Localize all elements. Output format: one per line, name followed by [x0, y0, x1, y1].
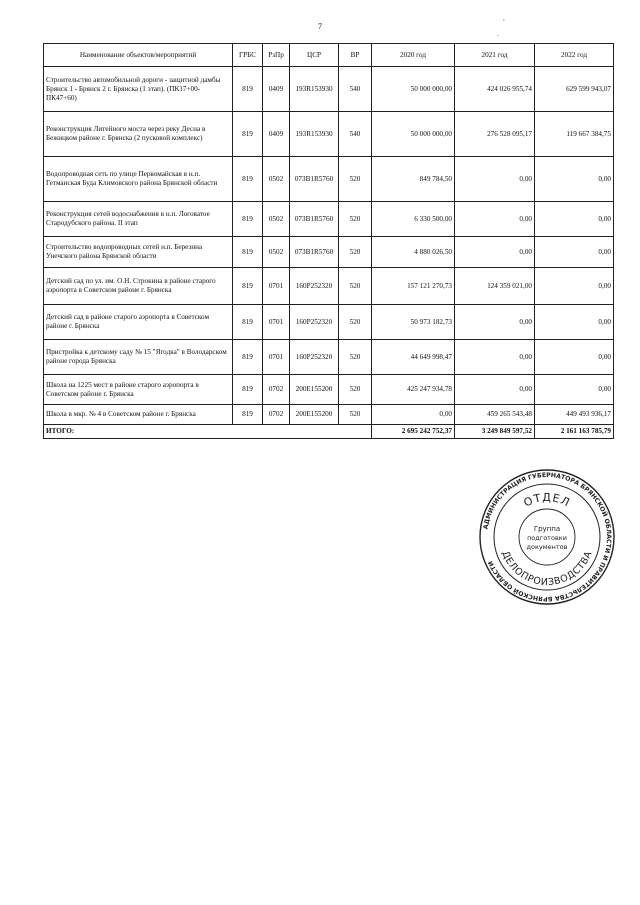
total-2022: 2 161 163 785,79 — [535, 425, 614, 439]
cell-rzpr: 0701 — [263, 305, 290, 340]
header-2021: 2021 год — [455, 44, 535, 67]
scan-mark: , — [503, 14, 505, 22]
table-row — [44, 405, 614, 425]
header-grbs: ГРБС — [233, 44, 263, 67]
cell-2020: 849 784,50 — [372, 157, 455, 202]
cell-2020: 50 973 182,73 — [372, 305, 455, 340]
cell-2022: 119 667 384,75 — [535, 112, 614, 157]
cell-csr: 160Р252320 — [290, 268, 339, 305]
cell-csr: 160Р252320 — [290, 305, 339, 340]
stamp-bottom-word: ДЕЛОПРОИЗВОДСТВА — [499, 549, 595, 589]
cell-grbs: 819 — [233, 112, 263, 157]
table-row — [44, 305, 614, 340]
cell-rzpr: 0702 — [263, 405, 290, 425]
cell-2022: 0,00 — [535, 157, 614, 202]
table-header-row — [44, 44, 614, 67]
cell-vr: 520 — [339, 340, 372, 375]
stamp-center-line: Группа — [533, 525, 561, 533]
cell-grbs: 819 — [233, 67, 263, 112]
cell-grbs: 819 — [233, 305, 263, 340]
cell-vr: 520 — [339, 375, 372, 405]
stamp-center-line: подготовки — [527, 534, 567, 542]
cell-vr: 520 — [339, 157, 372, 202]
table-row — [44, 67, 614, 112]
header-2020: 2020 год — [372, 44, 455, 67]
header-rzpr: РзПр — [263, 44, 290, 67]
cell-2022: 0,00 — [535, 268, 614, 305]
cell-rzpr: 0409 — [263, 67, 290, 112]
cell-2021: 0,00 — [455, 375, 535, 405]
stamp-center-line: документов — [526, 543, 568, 551]
header-vr: ВР — [339, 44, 372, 67]
cell-2022: 0,00 — [535, 202, 614, 237]
cell-vr: 520 — [339, 237, 372, 268]
cell-name: Пристройка к детскому саду № 15 "Ягодка" в Володарском районе города Брянска — [44, 340, 233, 375]
cell-rzpr: 0502 — [263, 157, 290, 202]
cell-2022: 0,00 — [535, 305, 614, 340]
cell-name: Школа в мкр. № 4 в Советском районе г. Брянска — [44, 405, 233, 425]
cell-2021: 0,00 — [455, 237, 535, 268]
cell-csr: 200Е155200 — [290, 405, 339, 425]
cell-2020: 4 880 026,50 — [372, 237, 455, 268]
cell-name: Школа на 1225 мест в районе старого аэропорта в Советском районе г. Брянска — [44, 375, 233, 405]
table-row — [44, 112, 614, 157]
cell-2021: 0,00 — [455, 157, 535, 202]
cell-2021: 459 265 543,48 — [455, 405, 535, 425]
cell-2020: 425 247 934,78 — [372, 375, 455, 405]
table-row — [44, 157, 614, 202]
cell-rzpr: 0701 — [263, 340, 290, 375]
cell-2021: 276 528 095,17 — [455, 112, 535, 157]
cell-2020: 50 000 000,00 — [372, 112, 455, 157]
cell-2021: 0,00 — [455, 340, 535, 375]
cell-csr: 193R153930 — [290, 112, 339, 157]
cell-grbs: 819 — [233, 268, 263, 305]
cell-grbs: 819 — [233, 375, 263, 405]
cell-grbs: 819 — [233, 202, 263, 237]
cell-2020: 50 000 000,00 — [372, 67, 455, 112]
cell-csr: 073В1R5760 — [290, 157, 339, 202]
cell-2022: 0,00 — [535, 375, 614, 405]
cell-vr: 540 — [339, 67, 372, 112]
cell-rzpr: 0702 — [263, 375, 290, 405]
cell-name: Водопроводная сеть по улице Первомайская в н.п. Гетманская Буда Климовского района Брянской области — [44, 157, 233, 202]
cell-2020: 44 649 998,47 — [372, 340, 455, 375]
page-number: 7 — [318, 22, 322, 31]
cell-name: Реконструкция сетей водоснабжения в н.п. Логоватое Стародубского района. II этап — [44, 202, 233, 237]
cell-grbs: 819 — [233, 237, 263, 268]
table-row — [44, 237, 614, 268]
cell-grbs: 819 — [233, 405, 263, 425]
cell-2021: 0,00 — [455, 202, 535, 237]
header-csr: ЦСР — [290, 44, 339, 67]
cell-csr: 193R153930 — [290, 67, 339, 112]
cell-csr: 160Р252320 — [290, 340, 339, 375]
table-row — [44, 202, 614, 237]
cell-rzpr: 0502 — [263, 237, 290, 268]
cell-name: Строительство водопроводных сетей н.п. Березина Унечского района Брянской области — [44, 237, 233, 268]
total-2021: 3 249 849 597,52 — [455, 425, 535, 439]
cell-name: Реконструкция Литейного моста через реку Десна в Бежицком районе г. Брянска (2 пусковой комплекс) — [44, 112, 233, 157]
cell-name: Детский сад в районе старого аэропорта в Советском районе г. Брянска — [44, 305, 233, 340]
cell-2021: 0,00 — [455, 305, 535, 340]
cell-2020: 157 121 270,73 — [372, 268, 455, 305]
budget-table — [43, 43, 614, 439]
cell-csr: 073В1R5760 — [290, 237, 339, 268]
cell-rzpr: 0701 — [263, 268, 290, 305]
cell-2020: 0,00 — [372, 405, 455, 425]
cell-2021: 124 359 021,00 — [455, 268, 535, 305]
cell-csr: 200Е155200 — [290, 375, 339, 405]
cell-2022: 0,00 — [535, 237, 614, 268]
header-name: Наименование объектов/мероприятий — [44, 44, 233, 67]
total-row — [44, 425, 614, 439]
cell-vr: 520 — [339, 405, 372, 425]
cell-2022: 0,00 — [535, 340, 614, 375]
cell-rzpr: 0409 — [263, 112, 290, 157]
table-row — [44, 340, 614, 375]
table-row — [44, 268, 614, 305]
scan-mark: . — [497, 30, 499, 38]
table-row — [44, 375, 614, 405]
stamp-top-word: ОТДЕЛ — [521, 490, 573, 510]
cell-vr: 520 — [339, 202, 372, 237]
cell-2022: 449 493 936,17 — [535, 405, 614, 425]
official-stamp — [478, 468, 616, 606]
cell-name: Строительство автомобильной дороги - защитной дамбы Брянск 1 - Брянск 2 г. Брянска (1 этап). (ПК17+00-ПК47+60) — [44, 67, 233, 112]
cell-2020: 6 330 500,00 — [372, 202, 455, 237]
cell-vr: 520 — [339, 305, 372, 340]
total-label: ИТОГО: — [44, 425, 372, 439]
total-2020: 2 695 242 752,37 — [372, 425, 455, 439]
cell-rzpr: 0502 — [263, 202, 290, 237]
stamp-outer-text: АДМИНИСТРАЦИЯ ГУБЕРНАТОРА БРЯНСКОЙ ОБЛАСТИ И ПРАВИТЕЛЬСТВА БРЯНСКОЙ ОБЛАСТИ — [482, 471, 613, 603]
header-2022: 2022 год — [535, 44, 614, 67]
cell-vr: 540 — [339, 112, 372, 157]
cell-2021: 424 026 955,74 — [455, 67, 535, 112]
cell-name: Детский сад по ул. им. О.Н. Строкина в районе старого аэропорта в Советском районе г. Брянска — [44, 268, 233, 305]
cell-grbs: 819 — [233, 157, 263, 202]
cell-vr: 520 — [339, 268, 372, 305]
cell-2022: 629 599 943,07 — [535, 67, 614, 112]
cell-grbs: 819 — [233, 340, 263, 375]
cell-csr: 073В1R5760 — [290, 202, 339, 237]
